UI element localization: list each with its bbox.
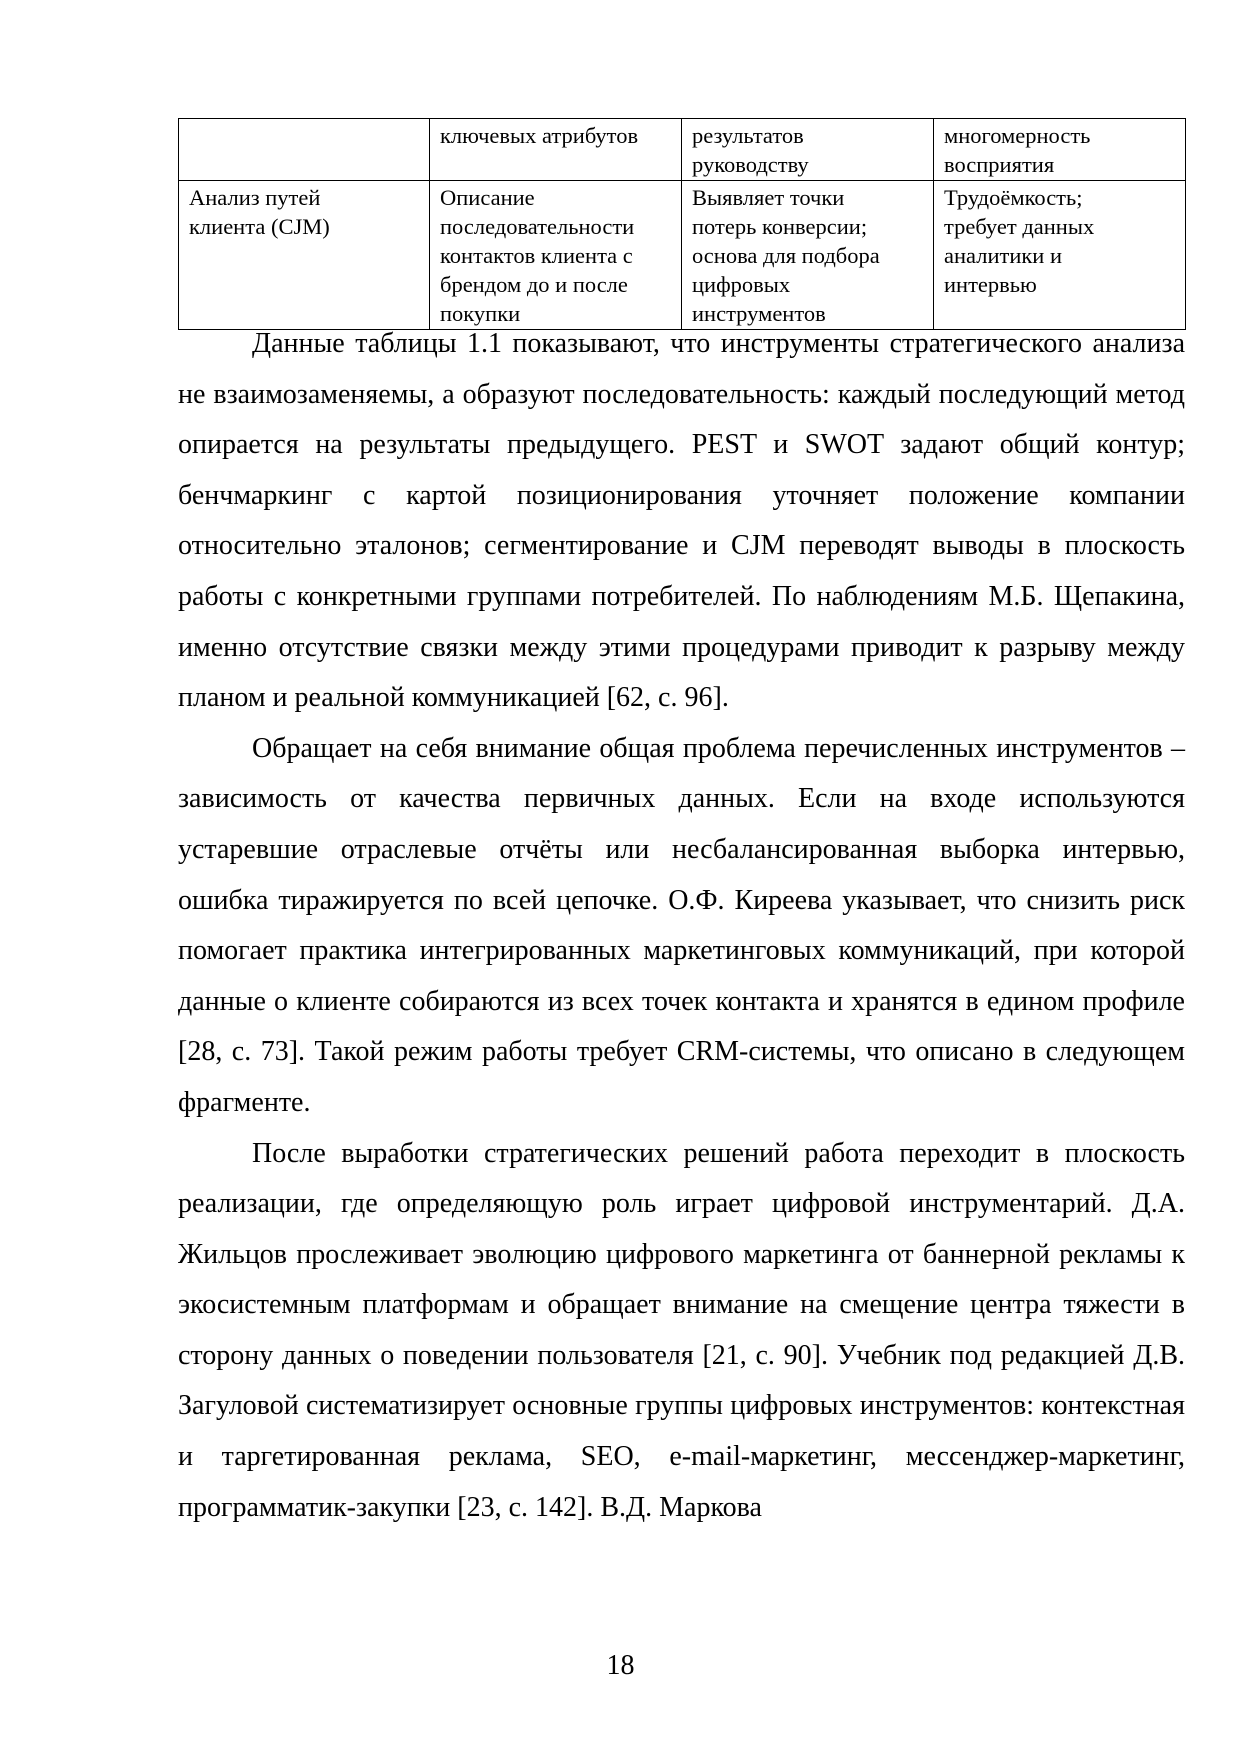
table-cell: Трудоёмкость; требует данных аналитики и интервью [934, 181, 1186, 330]
paragraph: Обращает на себя внимание общая проблема перечисленных инструментов – зависимость от качества первичных данных. Если на входе используются устаревшие отраслевые отчёты или несбалансированная выборка интервью, ошибка тиражируется по всей цепочке. О.Ф. Киреева указывает, что снизить риск помогает практика интегрированных маркетинговых коммуникаций, при которой данные о клиенте собираются из всех точек контакта и хранятся в едином профиле [28, с. 73]. Такой режим работы требует CRM-системы, что описано в следующем фрагменте. [178, 732, 1185, 1118]
table-cell: Анализ путей клиента (CJM) [179, 181, 430, 330]
body-text [178, 319, 1185, 1533]
table-cell: ключевых атрибутов [430, 119, 682, 181]
paragraph: После выработки стратегических решений работа переходит в плоскость реализации, где определяющую роль играет цифровой инструментарий. Д.А. Жильцов прослеживает эволюцию цифрового маркетинга от баннерной рекламы к экосистемным платформам и обращает внимание на смещение центра тяжести в сторону данных о поведении пользователя [21, с. 90]. Учебник под редакцией Д.В. Загуловой систематизирует основные группы цифровых инструментов: контекстная и таргетированная реклама, SEO, e-mail-маркетинг, мессенджер-маркетинг, программатик-закупки [23, с. 142]. В.Д. Маркова [178, 1137, 1185, 1523]
paragraph: Данные таблицы 1.1 показывают, что инструменты стратегического анализа не взаимозаменяемы, а образуют последовательность: каждый последующий метод опирается на результаты предыдущего. PEST и SWOT задают общий контур; бенчмаркинг с картой позиционирования уточняет положение компании относительно эталонов; сегментирование и CJM переводят выводы в плоскость работы с конкретными группами потребителей. По наблюдениям М.Б. Щепакина, именно отсутствие связки между этими процедурами приводит к разрыву между планом и реальной коммуникацией [62, с. 96]. [178, 328, 1185, 714]
table-cell: Выявляет точки потерь конверсии; основа для подбора цифровых инструментов [682, 181, 934, 330]
table-cell: многомерность восприятия [934, 119, 1186, 181]
table-cell: результатов руководству [682, 119, 934, 181]
table-row [179, 181, 1186, 330]
table-cell: Описание последовательности контактов клиента с брендом до и после покупки [430, 181, 682, 330]
table-row [179, 119, 1186, 181]
tools-table [178, 118, 1186, 330]
table-cell [179, 119, 430, 181]
page-number: 18 [606, 1650, 635, 1681]
